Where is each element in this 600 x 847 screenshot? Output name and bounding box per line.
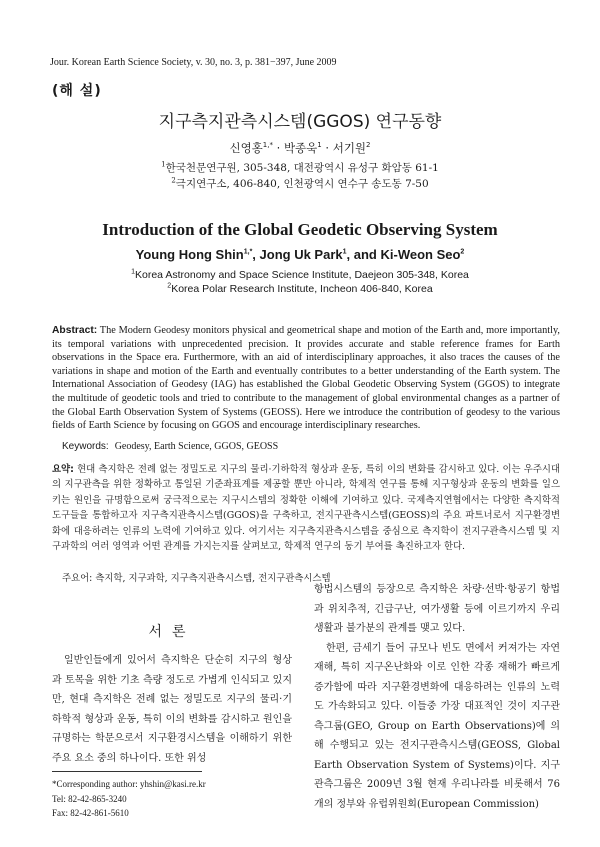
author-separator: · [276, 141, 281, 155]
author-name: 박종욱 [283, 141, 318, 155]
author-separator: , and [346, 247, 381, 262]
abstract-paragraph [52, 324, 560, 433]
keywords-label: Keywords: [62, 441, 109, 452]
section-type-label: (해 설) [52, 83, 102, 99]
author-affiliation-marker: 1,* [262, 141, 273, 150]
author-name: 서기원 [332, 141, 367, 155]
telephone: Tel: 82-42-865-3240 [52, 793, 127, 804]
author-affiliation-marker: 2 [460, 248, 465, 256]
korean-keywords-line [62, 570, 331, 584]
footnote [52, 777, 206, 821]
author-separator: , [252, 247, 260, 262]
author-affiliation-marker: 1 [317, 141, 322, 150]
affiliation-text: 한국천문연구원, 305-348, 대전광역시 유성구 화암동 61-1 [165, 162, 439, 174]
affiliation-text: Korea Astronomy and Space Science Institute, Daejeon 305-348, Korea [135, 269, 469, 281]
keywords-text: Geodesy, Earth Science, GGOS, GEOSS [114, 441, 279, 452]
affiliation-marker: 2 [171, 176, 176, 185]
abstract-label: Abstract: [52, 325, 98, 336]
abstract-text: The Modern Geodesy monitors physical and geometrical shape and motion of the Earth and, more importantly, its temporal variations with unprecedented precision. It provides accurate and stable reference frames for Earth observations in the Space era. Furthermore, with an aid of interdisciplinary approaches, it also traces the causes of the variations in shape and motion of the Earth and eventually contributes to a better understanding of the Earth system. The International Association of Geodesy (IAG) has established the Global Geodetic Observing System (GGOS) to integrate the multitude of geodetic tools and tried to contribute to the management of global environmental changes as a partner of the Global Earth Observation System of Systems (GEOSS). Here we introduce the contribution of geodesy to the various fields of Earth Science by focusing on GGOS and encourage interdisciplinary researches. [52, 325, 560, 432]
english-title: Introduction of the Global Geodetic Observing System [102, 220, 498, 239]
affiliation-text: Korea Polar Research Institute, Incheon 406-840, Korea [171, 283, 433, 295]
author-separator: · [325, 141, 330, 155]
author-name: Jong Uk Park [259, 247, 343, 262]
introduction-heading: 서론 [148, 624, 196, 640]
author-affiliation-marker: 1 [342, 248, 347, 256]
korean-affiliations [0, 160, 600, 192]
korean-keywords-label: 주요어: [62, 573, 93, 584]
corresponding-author: *Corresponding author: yhshin@kasi.re.kr [52, 779, 206, 789]
summary-text: 현대 측지학은 전례 없는 정밀도로 지구의 물리·기하학적 형상과 운동, 특히 이의 변화를 감시하고 있다. 이는 우주시대의 지구관측을 위한 정확하고 통일된 기준좌표계를 제공할 뿐만 아니라, 학제적 연구를 통해 지구형상과 운동의 변화를 일으키는 원인을 규명함으로써 궁극적으로는 지구시스템의 정확한 이해에 기여하고 있다. 국제측지연협에서는 다양한 측지학적 도구들을 통합하고자 지구측지관측시스템(GGOS)을 구축하고, 전지구관측시스템(GEOSS)의 주요 파트너로서 지구환경변화에 대응하려는 인류의 노력에 기여하고 있다. 여기서는 지구측지관측시스템을 중심으로 측지학이 전지구관측시스템 및 지구과학의 여러 영역과 어떤 관계를 가지는지를 살펴보고, 학제적 연구의 동기 부여를 촉진하고자 한다. [52, 464, 561, 553]
body-paragraph: 한편, 금세기 들어 규모나 빈도 면에서 커져가는 자연재해, 특히 지구온난화와 이로 인한 각종 재해가 빠르게 증가함에 따라 지구환경변화에 대응하려는 인류의 노력도 가속화되고 있다. 이들중 가장 대표적인 것이 지구관측그룹(GEO, Group on Earth Observations)에 의해 수행되고 있는 전지구관측시스템(GEOSS, Global Earth Observation System of Systems)이다. 지구관측그룹은 2009년 3월 현재 우리나라를 비롯해서 76개의 정부와 유럽위원회(European Commission) [314, 642, 560, 810]
korean-keywords-text: 측지학, 지구과학, 지구측지관측시스템, 전지구관측시스템 [95, 573, 331, 584]
english-authors [0, 247, 600, 262]
affiliation-text: 극지연구소, 406-840, 인천광역시 연수구 송도동 7-50 [175, 178, 429, 190]
footnote-divider [52, 771, 202, 772]
summary-label: 요약: [52, 464, 74, 475]
fax: Fax: 82-42-861-5610 [52, 808, 129, 818]
affiliation-marker: 1 [131, 268, 135, 276]
affiliation-line [0, 268, 600, 282]
author-affiliation-marker: 2 [366, 141, 371, 150]
english-affiliations [0, 268, 600, 296]
keywords-line [62, 441, 278, 452]
body-paragraph-continuation: 항법시스템의 등장으로 측지학은 차량·선박·항공기 항법과 위치추적, 긴급구난, 여가생활 등에 이르기까지 우리 생활과 불가분의 관계를 맺고 있다. [314, 584, 560, 634]
author-name: 신영홍 [229, 141, 263, 155]
author-affiliation-marker: 1,* [243, 248, 253, 256]
korean-summary-paragraph [52, 462, 560, 554]
body-paragraph: 일반인들에게 있어서 측지학은 단순히 지구의 형상과 토목을 위한 기초 측량 정도로 가볍게 인식되고 있지만, 현대 측지학은 전례 없는 정밀도로 지구의 물리·기하학적 형상과 운동, 특히 이의 변화를 감시하고 원인을 규명하는 학문으로서 지구환경시스템을 이해하기 위한 주요 요소 중의 하나이다. 또한 위성 [52, 655, 292, 764]
affiliation-line [0, 282, 600, 296]
affiliation-line [0, 176, 600, 192]
right-column [314, 580, 560, 814]
left-column [52, 651, 292, 768]
affiliation-marker: 2 [167, 282, 172, 290]
korean-title: 지구측지관측시스템(GGOS) 연구동향 [158, 112, 442, 132]
journal-citation: Jour. Korean Earth Science Society, v. 30, no. 3, p. 381−397, June 2009 [50, 57, 337, 68]
affiliation-line [0, 160, 600, 176]
affiliation-marker: 1 [161, 160, 166, 169]
author-name: Ki-Weon Seo [380, 247, 461, 262]
korean-authors [0, 140, 600, 156]
author-name: Young Hong Shin [135, 247, 244, 262]
